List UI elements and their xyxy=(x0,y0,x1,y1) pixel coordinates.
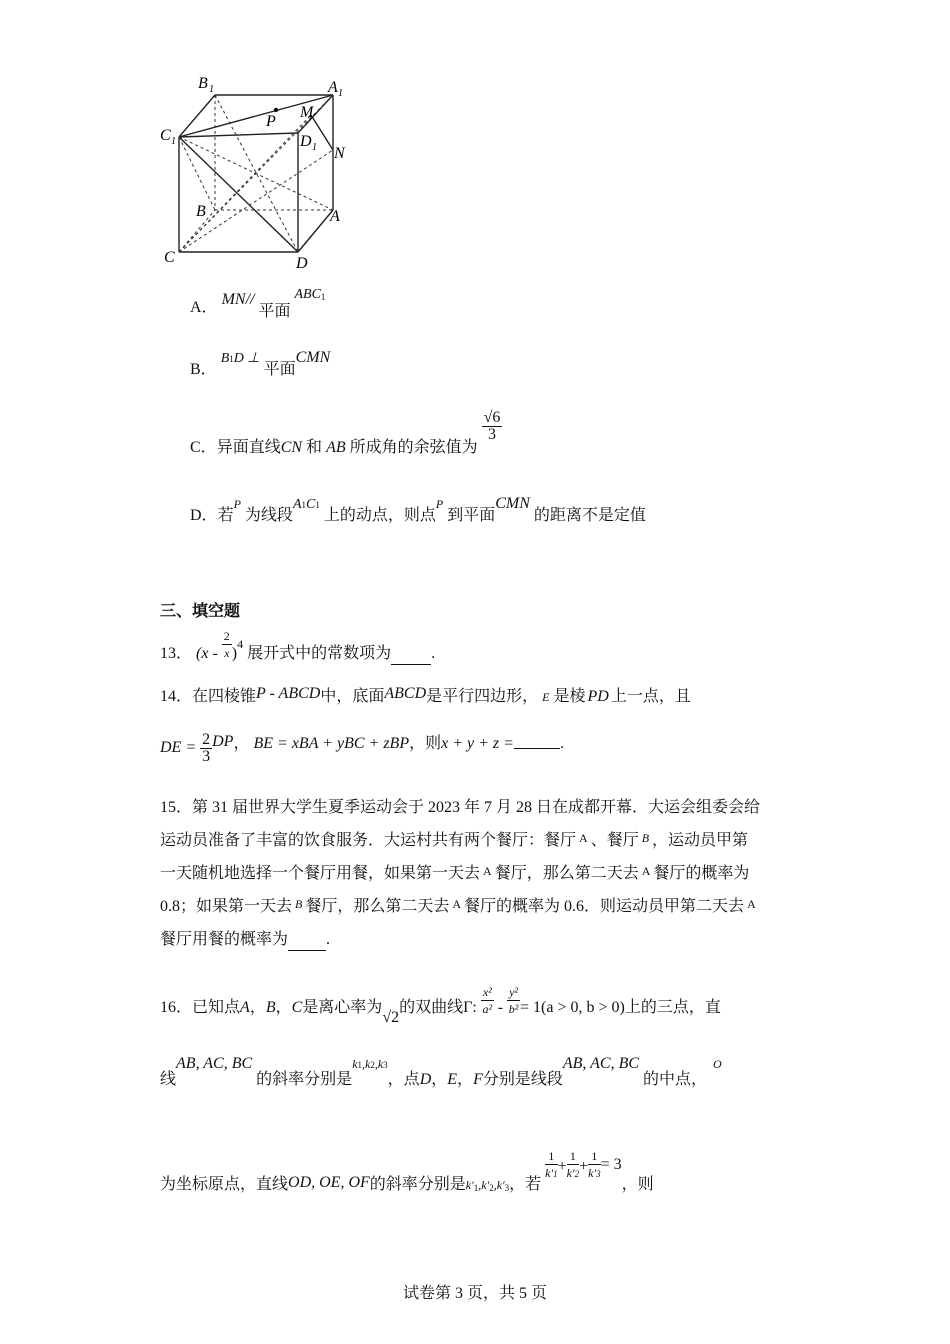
option-a: A． MN// 平面 ABC$^1$ xyxy=(190,287,326,320)
question-16-line1: 16．已知点A，B，C是离心率为√2的双曲线Γ: $\frac{\text{x²}}{\text{a²}}$ - $\frac{\text{y²}}{\text{b²}}$ = 1(a > 0, b > 0)上的三点，直 xyxy=(160,985,721,1027)
label-c1: C xyxy=(160,127,171,144)
svg-text:1: 1 xyxy=(171,136,176,147)
section-title: 三、填空题 xyxy=(160,603,241,620)
page-footer: 试卷第 3 页，共 5 页 xyxy=(402,1285,547,1302)
option-b: B． B1D ⊥ 平面CMN xyxy=(190,349,331,378)
label-d1: D xyxy=(300,133,312,150)
svg-text:1: 1 xyxy=(209,84,214,95)
cube-figure xyxy=(150,70,370,275)
option-d: D．若P 为线段A1C1 上的动点，则点P 到平面CMN 的距离不是定值 xyxy=(190,495,646,524)
label-c: C xyxy=(164,249,175,266)
question-13: 13． (x - $\frac{2}{x}$ )4 展开式中的常数项为 . xyxy=(160,628,435,661)
label-b: B xyxy=(196,203,206,220)
label-p: P xyxy=(266,113,276,130)
label-b1: B xyxy=(198,75,208,92)
question-14-line1: 14．在四棱锥P - ABCD中，底面ABCD是平行四边形， E 是棱 PD 上一点，且 xyxy=(160,685,691,705)
label-a1: A xyxy=(328,79,338,96)
svg-text:1: 1 xyxy=(312,142,317,153)
label-d: D xyxy=(296,255,308,272)
label-n: N xyxy=(334,145,345,162)
question-14-line2: DE = $\frac{2}{3}$ DP， BE = xBA + yBC + zBP，则x + y + z = . xyxy=(160,732,564,765)
label-m: M xyxy=(300,104,314,121)
point-p xyxy=(274,108,278,112)
question-16-line3: 为坐标原点，直线OD, OE, OF的斜率分别是$_{k'1,k'2,k'3}$，若 $\frac{1}{k'1}$ + $\frac{1}{k'2}$ + $\frac{1}{k'3}$ = 3，则 xyxy=(160,1149,654,1193)
option-c: C．异面直线CN 和 AB 所成角的余弦值为 $\frac{√6}{3}$ xyxy=(190,409,501,457)
svg-text:1: 1 xyxy=(338,88,343,99)
question-16-line2: 线AB, AC, BC 的斜率分别是k1,k2,k3，点D，E，F分别是线段AB, AC, BC 的中点，O xyxy=(160,1055,722,1088)
label-a: A xyxy=(330,208,340,225)
question-15: 15．第 31 届世界大学生夏季运动会于 2023 年 7 月 28 日在成都开幕．大运会组委会给 运动员准备了丰富的饮食服务．大运村共有两个餐厅：餐厅 A 、餐厅 B ，运动员甲第 一天随机地选择一个餐厅用餐，如果第一天去 A 餐厅，那么第二天去 A 餐厅的概率为 0.8；如果第一天去 B 餐厅，那么第二天去 A 餐厅的概率为 0.6．则运动员甲第二天去 A 餐厅用餐的概率为 . xyxy=(160,798,760,963)
